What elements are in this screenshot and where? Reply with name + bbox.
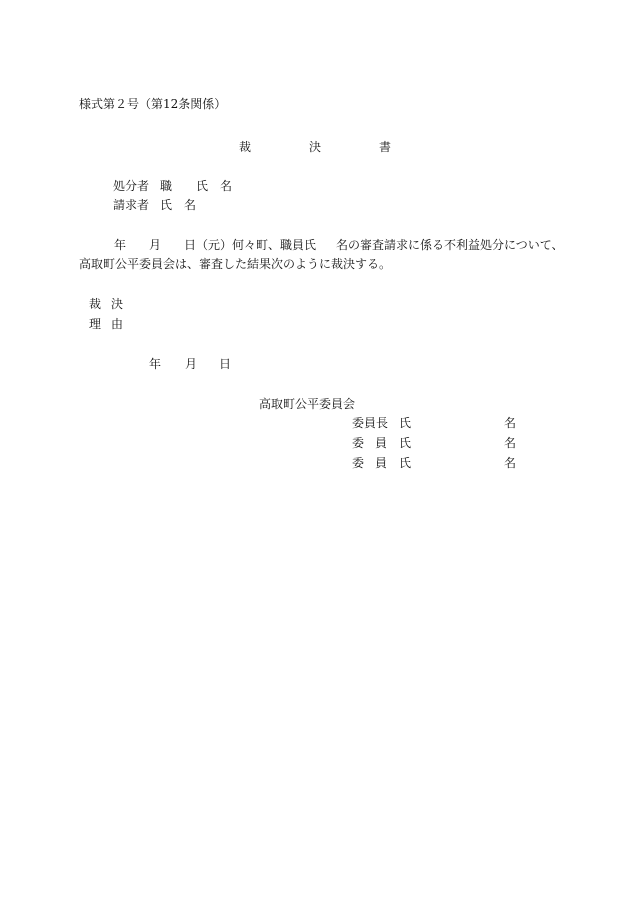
member2-title-1: 委 [352, 456, 365, 470]
title-char-1: 裁 [239, 140, 252, 154]
disposer-value-1: 職 [160, 179, 173, 193]
member1-title-2: 員 [375, 436, 388, 450]
committee-name: 高取町公平委員会 [259, 397, 356, 411]
chair-title: 委員長 [352, 416, 389, 430]
member1-title-1: 委 [352, 436, 365, 450]
requester-label: 請求者 [113, 198, 150, 212]
body-day-and-town: 日（元）何々町、職員氏 [184, 238, 317, 252]
requester-value-1: 氏 [160, 198, 173, 212]
title-char-2: 決 [309, 140, 322, 154]
date-year: 年 [149, 357, 162, 371]
chair-shi: 氏 [399, 416, 412, 430]
member1-shi: 氏 [399, 436, 412, 450]
date-month: 月 [185, 357, 198, 371]
body-year: 年 [114, 238, 127, 252]
body-line-2: 高取町公平委員会は、審査した結果次のように裁決する。 [79, 257, 392, 271]
section-ruling-2: 決 [111, 297, 124, 311]
body-line-1-rest: 名の審査請求に係る不利益処分について、 [336, 238, 564, 252]
section-ruling-1: 裁 [89, 297, 102, 311]
disposer-value-2: 氏 [196, 179, 209, 193]
form-header: 様式第２号（第12条関係） [79, 97, 227, 111]
date-day: 日 [219, 357, 232, 371]
section-reason-2: 由 [111, 317, 124, 331]
title-char-3: 書 [379, 140, 392, 154]
section-reason-1: 理 [89, 317, 102, 331]
member2-mei: 名 [504, 456, 517, 470]
requester-value-2: 名 [184, 198, 197, 212]
chair-mei: 名 [504, 416, 517, 430]
member2-title-2: 員 [375, 456, 388, 470]
body-month: 月 [149, 238, 162, 252]
disposer-value-3: 名 [220, 179, 233, 193]
disposer-label: 処分者 [113, 179, 150, 193]
member2-shi: 氏 [399, 456, 412, 470]
member1-mei: 名 [504, 436, 517, 450]
